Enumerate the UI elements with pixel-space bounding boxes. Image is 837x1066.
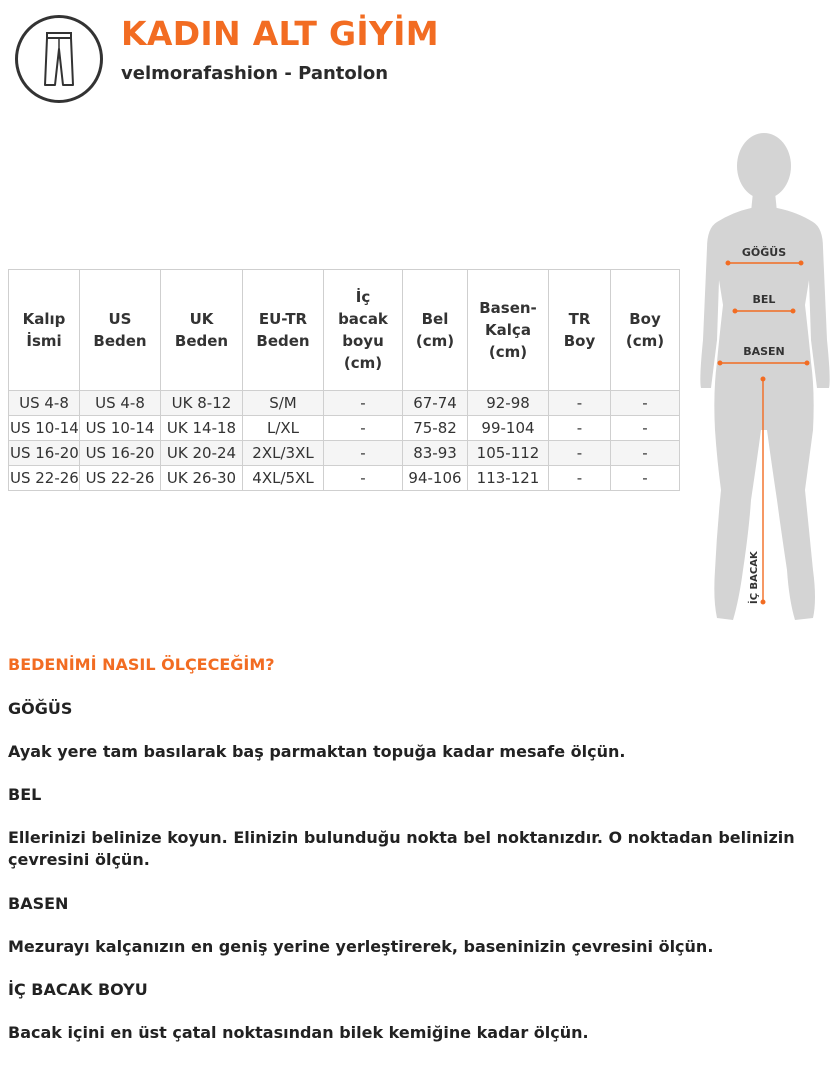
table-cell: - [549,441,611,466]
column-header [243,270,324,391]
column-header-line: Boy [629,310,661,328]
waist-title: BEL [8,785,42,804]
column-header [611,270,680,391]
inseam-label: İÇ BACAK [749,551,760,604]
column-header-line: US [108,310,132,328]
table-cell: - [324,466,403,491]
table-cell: UK 20-24 [161,441,243,466]
column-header-line: Bel [421,310,449,328]
table-cell: - [611,441,680,466]
table-cell: US 4-8 [9,391,80,416]
table-cell: - [611,391,680,416]
table-cell: US 4-8 [80,391,161,416]
column-header-line: (cm) [625,332,665,350]
table-cell: 2XL/3XL [243,441,324,466]
column-header-line: (cm) [488,343,528,361]
column-header-line: Boy [563,332,596,350]
table-cell: 113-121 [468,466,549,491]
column-header [161,270,243,391]
table-cell: S/M [243,391,324,416]
table-cell: US 10-14 [80,416,161,441]
column-header-line: Beden [174,332,229,350]
column-header-line: UK [189,310,214,328]
page-title: KADIN ALT GİYİM [121,14,439,53]
chest-label: GÖĞÜS [741,246,787,259]
table-cell: - [324,416,403,441]
hip-label: BASEN [743,345,785,358]
inseam-text: Bacak içini en üst çatal noktasından bilek kemiğine kadar ölçün. [8,1023,589,1042]
table-cell: - [611,416,680,441]
hip-text: Mezurayı kalçanızın en geniş yerine yerleştirerek, baseninizin çevresini ölçün. [8,937,714,956]
column-header-line: İç [355,288,371,306]
column-header-line: Beden [256,332,310,350]
table-cell: US 22-26 [80,466,161,491]
column-header-line: TR [568,310,591,328]
waist-label: BEL [752,293,776,306]
column-header-line: İsmi [26,332,62,350]
table-cell: - [549,416,611,441]
table-cell: US 16-20 [80,441,161,466]
table-cell: 99-104 [468,416,549,441]
guide-heading: BEDENİMİ NASIL ÖLÇECEĞİM? [8,655,275,674]
column-header [324,270,403,391]
pants-icon [15,15,103,103]
table-cell: US 16-20 [9,441,80,466]
table-header-row [9,270,680,391]
column-header [9,270,80,391]
table-cell: L/XL [243,416,324,441]
size-table [8,269,680,491]
table-cell: 67-74 [403,391,468,416]
column-header-line: (cm) [415,332,455,350]
column-header-line: Kalça [485,321,531,339]
column-header-line: boyu [342,332,384,350]
body-measurement-figure [695,130,837,630]
table-cell: - [549,466,611,491]
table-cell: - [549,391,611,416]
column-header-line: EU-TR [258,310,308,328]
table-cell: - [324,441,403,466]
table-cell: 4XL/5XL [243,466,324,491]
column-header-line: Beden [93,332,147,350]
table-cell: - [324,391,403,416]
waist-text: Ellerinizi belinize koyun. Elinizin bulunduğu nokta bel noktanızdır. O noktadan belinizin çevresini ölçün. [8,828,795,869]
page-subtitle: velmorafashion - Pantolon [121,63,389,84]
inseam-title: İÇ BACAK BOYU [8,980,148,999]
body-silhouette [700,133,829,620]
chest-title: GÖĞÜS [8,699,73,718]
table-row [9,391,680,416]
table-row [9,466,680,491]
column-header [549,270,611,391]
column-header-line: Basen- [479,299,537,317]
column-header [80,270,161,391]
table-cell: US 10-14 [9,416,80,441]
table-cell: US 22-26 [9,466,80,491]
table-cell: 83-93 [403,441,468,466]
table-cell: UK 14-18 [161,416,243,441]
column-header-line: (cm) [343,354,383,372]
column-header-line: Kalıp [22,310,66,328]
table-row [9,416,680,441]
chest-text: Ayak yere tam basılarak baş parmaktan topuğa kadar mesafe ölçün. [8,742,626,761]
table-cell: 94-106 [403,466,468,491]
column-header [468,270,549,391]
table-cell: 75-82 [403,416,468,441]
table-cell: 92-98 [468,391,549,416]
table-cell: - [611,466,680,491]
table-cell: UK 26-30 [161,466,243,491]
column-header [403,270,468,391]
table-row [9,441,680,466]
table-cell: UK 8-12 [161,391,243,416]
column-header-line: bacak [338,310,388,328]
table-cell: 105-112 [468,441,549,466]
hip-title: BASEN [8,894,69,913]
